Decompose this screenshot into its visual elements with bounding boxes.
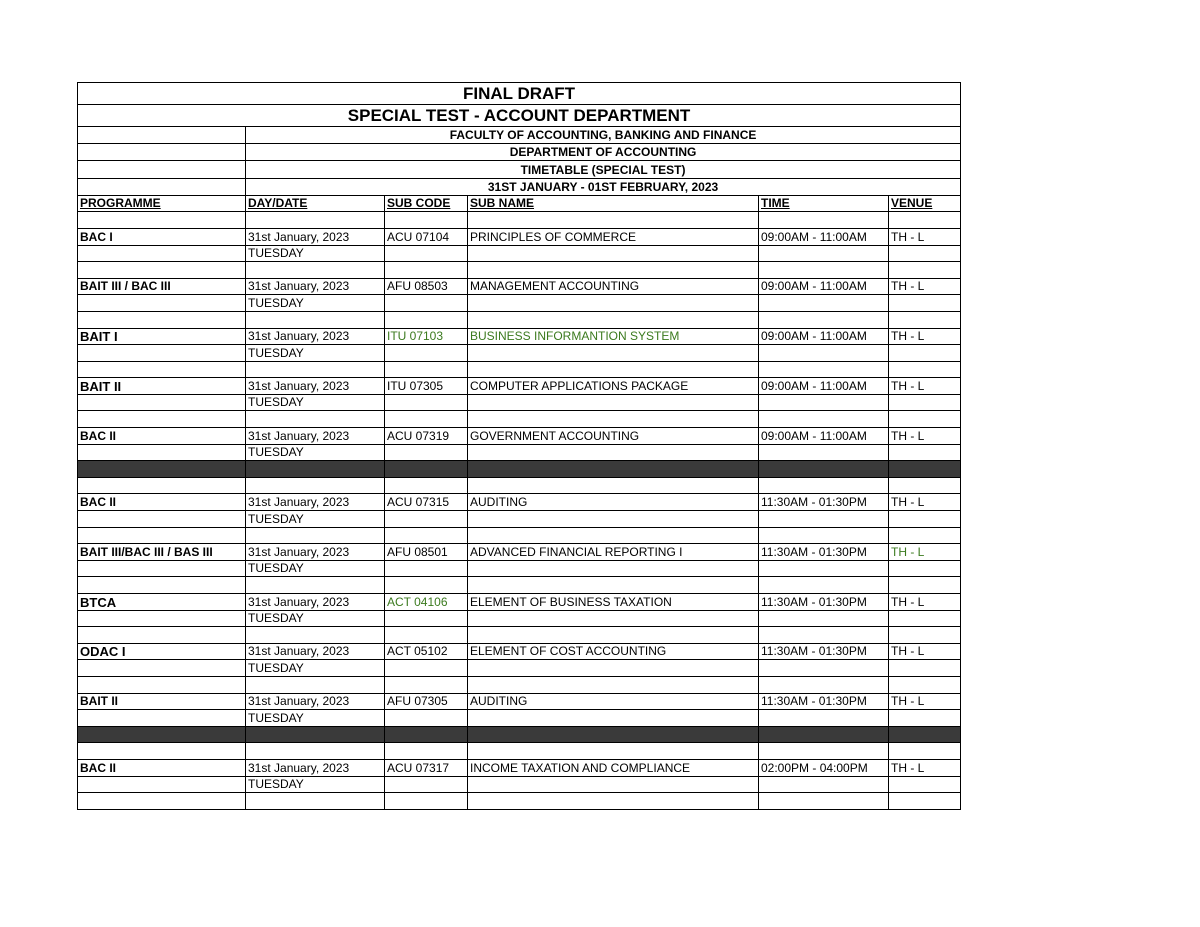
cell-name: GOVERNMENT ACCOUNTING <box>468 428 759 445</box>
cell-programme: BAIT I <box>78 328 246 345</box>
cell-venue: TH - L <box>889 428 961 445</box>
cell-time: 11:30AM - 01:30PM <box>759 544 889 561</box>
table-row <box>78 643 961 660</box>
doc-title: FINAL DRAFT <box>78 83 961 105</box>
cell-day: TUESDAY <box>246 710 385 727</box>
cell-venue: TH - L <box>889 228 961 245</box>
cell-programme: BAC II <box>78 759 246 776</box>
cell-programme: BAIT II <box>78 378 246 395</box>
spacer-row <box>78 527 961 544</box>
cell-programme: BTCA <box>78 594 246 611</box>
cell-name: COMPUTER APPLICATIONS PACKAGE <box>468 378 759 395</box>
cell-venue: TH - L <box>889 494 961 511</box>
cell-day: TUESDAY <box>246 660 385 677</box>
col-header-programme: PROGRAMME <box>78 195 246 212</box>
period-heading: 31ST JANUARY - 01ST FEBRUARY, 2023 <box>246 178 961 195</box>
cell-name: ELEMENT OF COST ACCOUNTING <box>468 643 759 660</box>
cell-date: 31st January, 2023 <box>246 278 385 295</box>
table-row <box>78 759 961 776</box>
cell-programme: BAC II <box>78 494 246 511</box>
cell-venue: TH - L <box>889 643 961 660</box>
day-row <box>78 560 961 577</box>
day-row <box>78 345 961 362</box>
cell-venue: TH - L <box>889 278 961 295</box>
cell-time: 11:30AM - 01:30PM <box>759 594 889 611</box>
spacer-row <box>78 627 961 644</box>
spacer-row <box>78 262 961 279</box>
cell-date: 31st January, 2023 <box>246 428 385 445</box>
cell-date: 31st January, 2023 <box>246 544 385 561</box>
table-row <box>78 428 961 445</box>
cell-code: ACU 07104 <box>385 228 468 245</box>
col-header-venue: VENUE <box>889 195 961 212</box>
cell-date: 31st January, 2023 <box>246 693 385 710</box>
cell-name: ADVANCED FINANCIAL REPORTING I <box>468 544 759 561</box>
timetable-table <box>77 82 961 810</box>
cell-code: AFU 07305 <box>385 693 468 710</box>
cell-code: ACU 07317 <box>385 759 468 776</box>
day-row <box>78 610 961 627</box>
day-row <box>78 511 961 528</box>
table-row <box>78 278 961 295</box>
table-row <box>78 378 961 395</box>
day-row <box>78 394 961 411</box>
col-header-time: TIME <box>759 195 889 212</box>
cell-date: 31st January, 2023 <box>246 759 385 776</box>
cell-venue: TH - L <box>889 328 961 345</box>
cell-code: ACT 05102 <box>385 643 468 660</box>
cell-name: ELEMENT OF BUSINESS TAXATION <box>468 594 759 611</box>
cell-day: TUESDAY <box>246 610 385 627</box>
timetable-sheet <box>77 82 960 831</box>
table-row <box>78 594 961 611</box>
cell-time: 09:00AM - 11:00AM <box>759 428 889 445</box>
cell-name: PRINCIPLES OF COMMERCE <box>468 228 759 245</box>
cell-programme: ODAC I <box>78 643 246 660</box>
cell-time: 09:00AM - 11:00AM <box>759 228 889 245</box>
cell-date: 31st January, 2023 <box>246 228 385 245</box>
cell-day: TUESDAY <box>246 444 385 461</box>
cell-programme: BAC I <box>78 228 246 245</box>
cell-day: TUESDAY <box>246 345 385 362</box>
cell-date: 31st January, 2023 <box>246 328 385 345</box>
cell-time: 11:30AM - 01:30PM <box>759 643 889 660</box>
cell-venue: TH - L <box>889 759 961 776</box>
cell-venue: TH - L <box>889 693 961 710</box>
cell-name: AUDITING <box>468 693 759 710</box>
spacer-row <box>78 793 961 810</box>
cell-day: TUESDAY <box>246 511 385 528</box>
separator-row <box>78 461 961 478</box>
cell-venue: TH - L <box>889 594 961 611</box>
cell-code: AFU 08503 <box>385 278 468 295</box>
cell-date: 31st January, 2023 <box>246 594 385 611</box>
spacer-row <box>78 411 961 428</box>
cell-day: TUESDAY <box>246 295 385 312</box>
table-row <box>78 328 961 345</box>
cell-day: TUESDAY <box>246 560 385 577</box>
cell-code: ITU 07305 <box>385 378 468 395</box>
spacer-row <box>78 676 961 693</box>
spacer-row <box>78 743 961 760</box>
cell-date: 31st January, 2023 <box>246 643 385 660</box>
cell-code: ACU 07319 <box>385 428 468 445</box>
spacer-row <box>78 477 961 494</box>
cell-name: AUDITING <box>468 494 759 511</box>
cell-day: TUESDAY <box>246 245 385 262</box>
col-header-day-date: DAY/DATE <box>246 195 385 212</box>
col-header-sub-name: SUB NAME <box>468 195 759 212</box>
cell-time: 09:00AM - 11:00AM <box>759 328 889 345</box>
cell-code: ITU 07103 <box>385 328 468 345</box>
cell-time: 11:30AM - 01:30PM <box>759 693 889 710</box>
cell-date: 31st January, 2023 <box>246 494 385 511</box>
day-row <box>78 295 961 312</box>
cell-code: AFU 08501 <box>385 544 468 561</box>
cell-time: 11:30AM - 01:30PM <box>759 494 889 511</box>
spacer-row <box>78 361 961 378</box>
spacer-row <box>78 212 961 229</box>
cell-name: MANAGEMENT ACCOUNTING <box>468 278 759 295</box>
spacer-row <box>78 577 961 594</box>
day-row <box>78 444 961 461</box>
cell-name: BUSINESS INFORMANTION SYSTEM <box>468 328 759 345</box>
cell-code: ACU 07315 <box>385 494 468 511</box>
spacer-row <box>78 311 961 328</box>
day-row <box>78 710 961 727</box>
cell-day: TUESDAY <box>246 776 385 793</box>
day-row <box>78 660 961 677</box>
day-row <box>78 776 961 793</box>
cell-programme: BAIT II <box>78 693 246 710</box>
cell-name: INCOME TAXATION AND COMPLIANCE <box>468 759 759 776</box>
cell-day: TUESDAY <box>246 394 385 411</box>
timetable-heading: TIMETABLE (SPECIAL TEST) <box>246 161 961 178</box>
table-row <box>78 228 961 245</box>
cell-time: 02:00PM - 04:00PM <box>759 759 889 776</box>
cell-programme: BAC II <box>78 428 246 445</box>
cell-date: 31st January, 2023 <box>246 378 385 395</box>
cell-time: 09:00AM - 11:00AM <box>759 378 889 395</box>
faculty-heading: FACULTY OF ACCOUNTING, BANKING AND FINANCE <box>246 127 961 144</box>
col-header-sub-code: SUB CODE <box>385 195 468 212</box>
table-row <box>78 693 961 710</box>
table-row <box>78 494 961 511</box>
table-row <box>78 544 961 561</box>
cell-venue: TH - L <box>889 544 961 561</box>
cell-programme: BAIT III / BAC III <box>78 278 246 295</box>
cell-programme: BAIT III/BAC III / BAS III <box>78 544 246 561</box>
day-row <box>78 245 961 262</box>
separator-row <box>78 726 961 743</box>
cell-time: 09:00AM - 11:00AM <box>759 278 889 295</box>
department-heading: DEPARTMENT OF ACCOUNTING <box>246 144 961 161</box>
doc-subtitle: SPECIAL TEST - ACCOUNT DEPARTMENT <box>78 105 961 127</box>
cell-code: ACT 04106 <box>385 594 468 611</box>
cell-venue: TH - L <box>889 378 961 395</box>
